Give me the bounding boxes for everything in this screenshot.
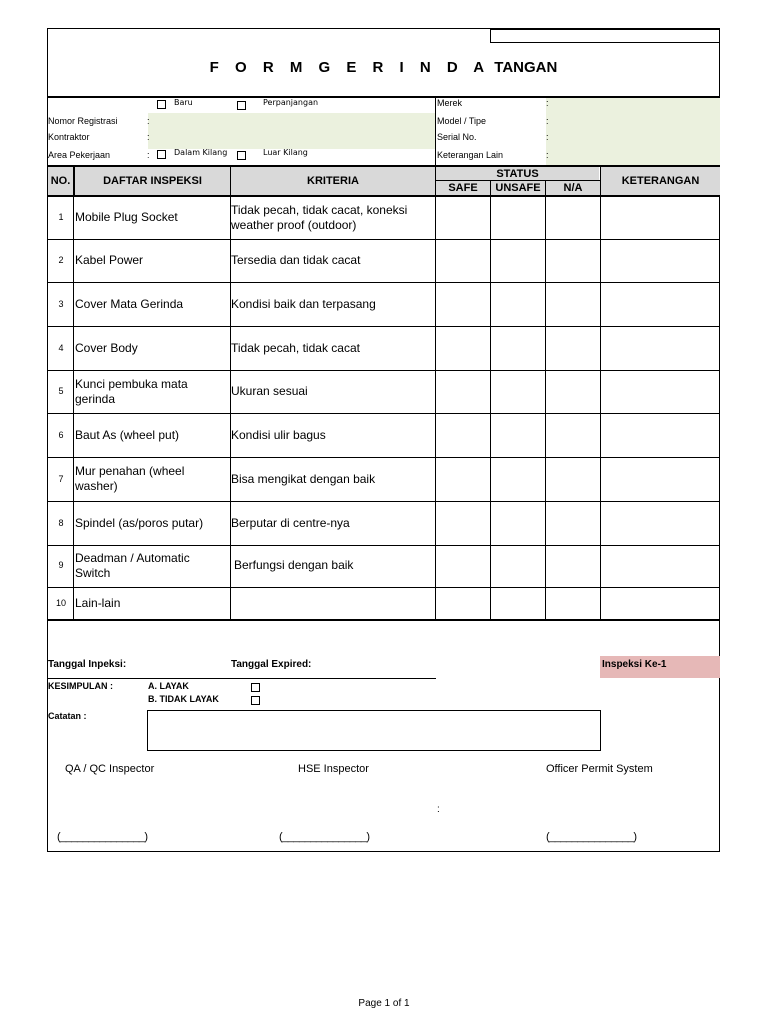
header-no: NO. <box>48 167 73 195</box>
header-status: STATUS <box>436 167 599 180</box>
tanggal-underline <box>47 678 436 679</box>
page-number: Page 1 of 1 <box>358 998 410 1009</box>
serial-no-label: Serial No. <box>437 132 477 142</box>
layak-checkbox[interactable] <box>251 683 260 692</box>
tidak-layak-checkbox[interactable] <box>251 696 260 705</box>
info-right-green <box>546 98 720 165</box>
merek-label: Merek <box>437 98 463 108</box>
info-left-green <box>148 113 435 149</box>
table-bottom-border <box>47 619 720 621</box>
row-no: 6 <box>58 430 64 440</box>
row-item: Spindel (as/poros putar) <box>75 516 204 530</box>
qa-qc-signature-line[interactable]: (_______________) <box>57 831 148 843</box>
row-no: 9 <box>58 560 64 570</box>
dalam-kilang-label: Dalam Kilang <box>174 148 228 157</box>
dalam-kilang-checkbox[interactable] <box>157 150 166 159</box>
row-line <box>47 282 720 283</box>
officer-permit-system-label: Officer Permit System <box>546 763 653 775</box>
row-line <box>47 239 720 240</box>
hse-signature-line[interactable]: (_______________) <box>279 831 370 843</box>
area-pekerjaan-label: Area Pekerjaan <box>48 150 111 160</box>
kesimpulan-label: KESIMPULAN : <box>48 681 113 691</box>
row-line <box>47 326 720 327</box>
top-right-divider <box>490 29 491 43</box>
row-line <box>47 370 720 371</box>
row-kriteria: Tersedia dan tidak cacat <box>231 253 361 267</box>
info-divider <box>435 97 436 165</box>
col-line-no-double <box>74 167 75 195</box>
qa-qc-inspector-label: QA / QC Inspector <box>65 763 155 775</box>
model-tipe-colon: : <box>546 116 549 126</box>
row-item: Lain-lain <box>75 596 121 610</box>
row-item: Kunci pembuka mata gerinda <box>75 377 188 406</box>
row-no: 3 <box>58 299 64 309</box>
row-kriteria: Berputar di centre-nya <box>231 516 350 530</box>
row-kriteria: Kondisi ulir bagus <box>231 428 326 442</box>
row-item: Kabel Power <box>75 253 144 267</box>
table-header-bottom <box>47 195 720 197</box>
row-line <box>47 413 720 414</box>
col-line-safe <box>490 181 491 620</box>
footer-colon: : <box>437 804 440 815</box>
header-unsafe: UNSAFE <box>491 181 545 195</box>
keterangan-lain-colon: : <box>546 150 549 160</box>
row-kriteria: Tidak pecah, tidak cacat <box>231 341 360 355</box>
header-kriteria: KRITERIA <box>231 167 435 195</box>
form-title <box>47 59 720 76</box>
baru-label: Baru <box>174 98 193 107</box>
row-item: Mobile Plug Socket <box>75 210 178 224</box>
row-line <box>47 501 720 502</box>
nomor-registrasi-colon: : <box>147 116 150 126</box>
row-item: Baut As (wheel put) <box>75 428 180 442</box>
officer-signature-line[interactable]: (_______________) <box>546 831 637 843</box>
kontraktor-label: Kontraktor <box>48 132 90 142</box>
header-safe: SAFE <box>436 181 490 195</box>
catatan-box[interactable] <box>147 710 601 751</box>
row-no: 2 <box>58 255 64 265</box>
inspeksi-ke-label: Inspeksi Ke-1 <box>602 659 667 670</box>
status-split-line <box>436 180 600 181</box>
row-kriteria: Ukuran sesuai <box>231 384 308 398</box>
header-keterangan: KETERANGAN <box>601 167 720 195</box>
row-line <box>47 587 720 588</box>
form-title-rest: TANGAN <box>494 59 558 76</box>
baru-checkbox[interactable] <box>157 100 166 109</box>
luar-kilang-checkbox[interactable] <box>237 151 246 160</box>
row-kriteria: Bisa mengikat dengan baik <box>231 472 376 486</box>
catatan-label: Catatan : <box>48 711 87 721</box>
perpanjangan-checkbox[interactable] <box>237 101 246 110</box>
col-line-unsafe <box>545 181 546 620</box>
luar-kilang-label: Luar Kilang <box>263 148 308 157</box>
tanggal-expired-label: Tanggal Expired: <box>231 659 312 670</box>
nomor-registrasi-label: Nomor Registrasi <box>48 116 118 126</box>
row-no: 10 <box>55 598 66 608</box>
row-kriteria: Kondisi baik dan terpasang <box>231 297 376 311</box>
tanggal-inspeksi-label: Tanggal Inpeksi: <box>48 659 127 670</box>
row-kriteria: Berfungsi dengan baik <box>234 558 354 572</box>
area-pekerjaan-colon: : <box>147 150 150 160</box>
serial-no-colon: : <box>546 132 549 142</box>
perpanjangan-label: Perpanjangan <box>263 98 319 107</box>
row-line <box>47 545 720 546</box>
row-item: Cover Mata Gerinda <box>75 297 184 311</box>
header-daftar-inspeksi: DAFTAR INSPEKSI <box>75 167 230 195</box>
tidak-layak-label: B. TIDAK LAYAK <box>148 694 219 704</box>
row-kriteria: Tidak pecah, tidak cacat, koneksi weather proof (outdoor) <box>231 203 408 232</box>
row-no: 7 <box>58 474 64 484</box>
layak-label: A. LAYAK <box>148 681 189 691</box>
merek-colon: : <box>546 98 549 108</box>
header-na: N/A <box>546 181 600 195</box>
row-no: 4 <box>58 343 64 353</box>
row-item: Deadman / Automatic Switch <box>75 551 190 580</box>
row-item: Cover Body <box>75 341 138 355</box>
hse-inspector-label: HSE Inspector <box>298 763 369 775</box>
model-tipe-label: Model / Tipe <box>437 116 487 126</box>
row-no: 8 <box>58 518 64 528</box>
row-no: 5 <box>58 386 64 396</box>
row-item: Mur penahan (wheel washer) <box>75 464 185 493</box>
top-right-line <box>490 29 720 30</box>
kontraktor-colon: : <box>147 132 150 142</box>
col-line-na <box>600 167 601 620</box>
top-right-line-bottom <box>490 42 720 43</box>
row-no: 1 <box>58 212 64 222</box>
keterangan-lain-label: Keterangan Lain <box>437 150 504 160</box>
form-title-spaced: F O R M G E R I N D A <box>209 59 491 76</box>
row-line <box>47 457 720 458</box>
col-line-kriteria <box>435 167 436 620</box>
